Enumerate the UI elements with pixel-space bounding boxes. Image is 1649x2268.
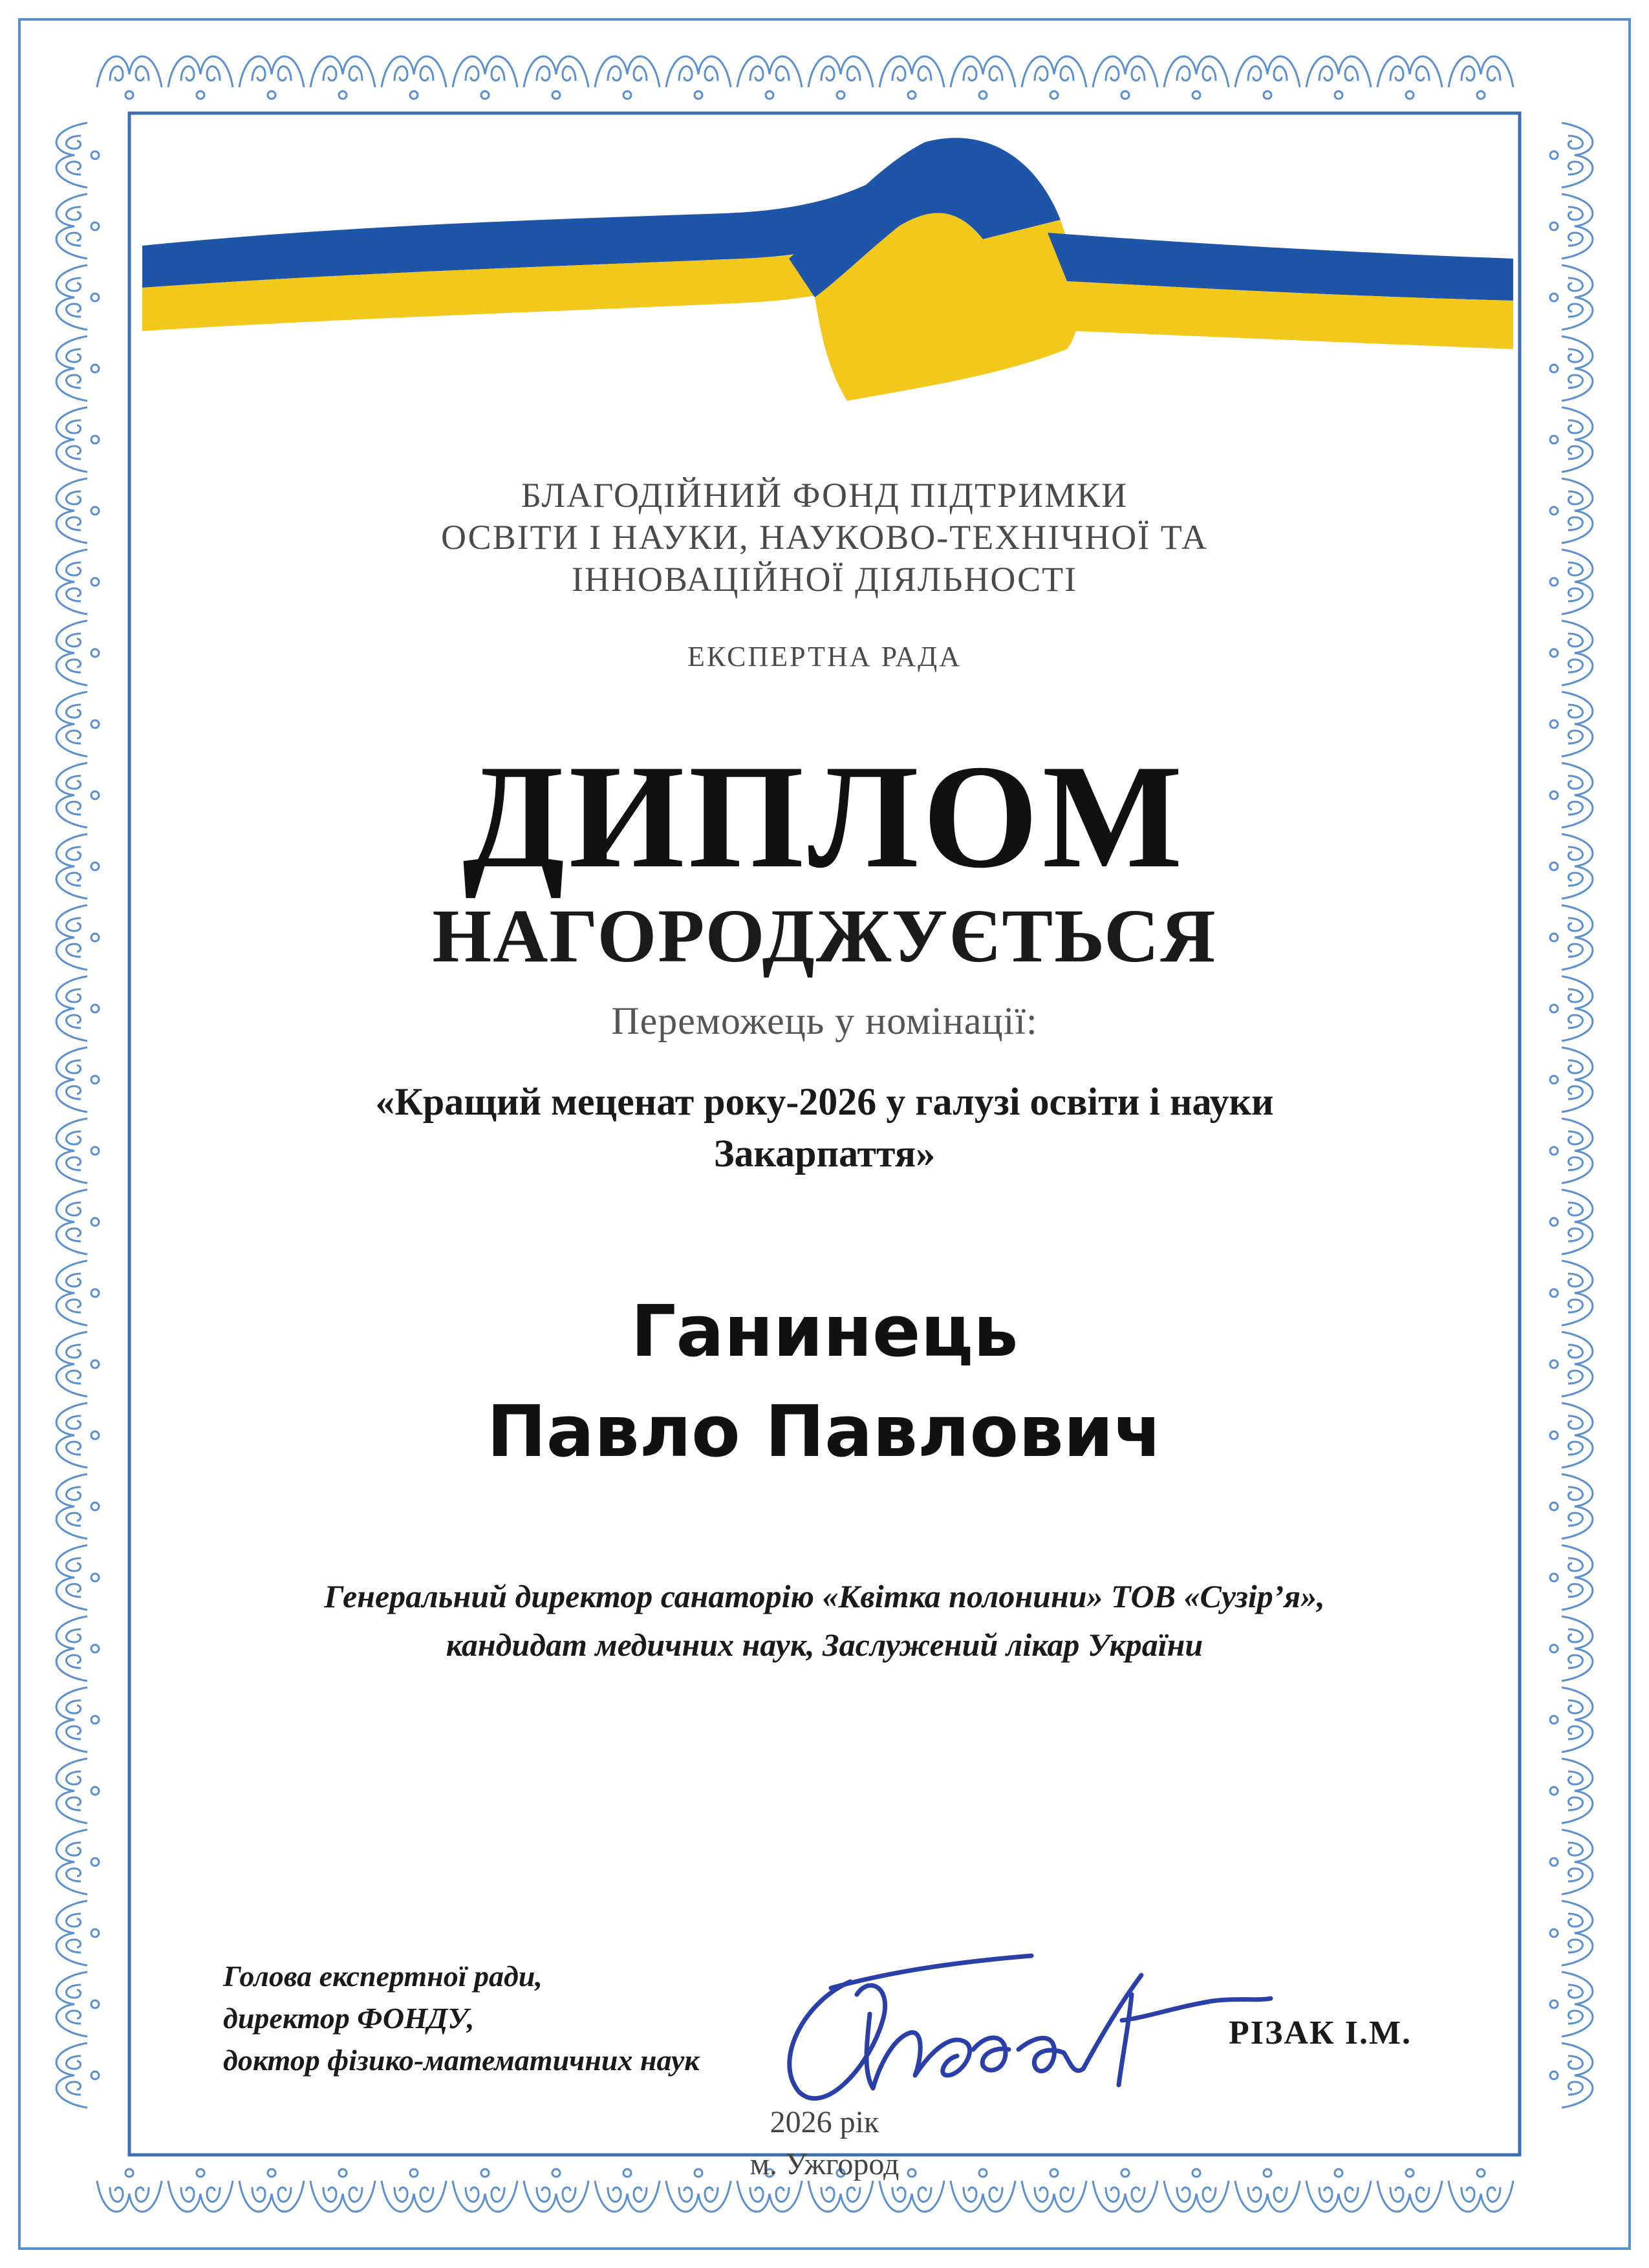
footer-city: м. Ужгород (749, 2147, 900, 2181)
ornament-dot (1550, 436, 1558, 444)
ornament-swirl (666, 2181, 731, 2212)
border-ornament-motif (56, 123, 99, 187)
expert-council-label: ЕКСПЕРТНА РАДА (687, 641, 962, 672)
ornament-dot (91, 294, 99, 301)
ornament-swirl (951, 56, 1015, 87)
border-ornament-motif (666, 56, 731, 99)
ornament-swirl (56, 2043, 87, 2108)
border-ornament-motif (737, 56, 802, 99)
border-ornament-motif (239, 56, 304, 99)
ornament-dot (979, 91, 987, 99)
ornament-dot (1335, 91, 1342, 99)
ornament-dot (91, 365, 99, 372)
ornament-dot (1406, 91, 1414, 99)
ornament-dot (410, 91, 418, 99)
border-ornament-motif (1550, 123, 1593, 187)
ornament-dot (268, 91, 275, 99)
ornament-swirl (1562, 1901, 1593, 1965)
ornament-swirl (239, 2181, 304, 2212)
ornament-swirl (168, 56, 233, 87)
ornament-swirl (1562, 1687, 1593, 1752)
border-ornament-motif (97, 56, 162, 99)
border-ornament-motif (1550, 336, 1593, 401)
recipient-given-names: Павло Павлович (486, 1390, 1163, 1473)
border-ornament-motif (1550, 1972, 1593, 2037)
fund-name-line-3: ІННОВАЦІЙНОЇ ДІЯЛЬНОСТІ (571, 560, 1078, 599)
awarded-heading: НАГОРОДЖУЄТЬСЯ (432, 893, 1217, 978)
ornament-dot (1550, 1858, 1558, 1866)
ornament-swirl (1093, 2181, 1158, 2212)
border-ornament-motif (879, 56, 944, 99)
border-ornament-motif (1550, 407, 1593, 472)
border-ornament-motif (310, 56, 375, 99)
ornament-swirl (879, 56, 944, 87)
ornament-swirl (1306, 56, 1371, 87)
ornament-swirl (56, 1474, 87, 1539)
ornament-dot (1121, 91, 1129, 99)
ornament-swirl (879, 2181, 944, 2212)
ornament-dot (91, 2071, 99, 2079)
ornament-dot (623, 91, 631, 99)
border-ornament-motif (56, 194, 99, 259)
ornament-dot (91, 1716, 99, 1724)
ornament-swirl (56, 336, 87, 401)
ornament-swirl (56, 1687, 87, 1752)
fund-name-line-1: БЛАГОДІЙНИЙ ФОНД ПІДТРИМКИ (521, 476, 1128, 515)
ornament-swirl (239, 56, 304, 87)
border-ornament-motif (1550, 1759, 1593, 1823)
border-ornament-motif (1550, 1190, 1593, 1254)
ornament-dot (837, 91, 845, 99)
ornament-swirl (1562, 2043, 1593, 2108)
border-ornament-motif (453, 56, 517, 99)
ornament-swirl (56, 1830, 87, 1894)
ornament-dot (1192, 91, 1200, 99)
border-ornament-motif (56, 1972, 99, 2037)
border-ornament-motif (56, 1830, 99, 1894)
ornament-dot (1550, 222, 1558, 230)
ornament-dot (91, 1787, 99, 1795)
border-ornament-motif (56, 1759, 99, 1823)
ornament-swirl (524, 2181, 588, 2212)
border-ornament-motif (56, 407, 99, 472)
ornament-swirl (1022, 56, 1086, 87)
nomination-line-1: «Кращий меценат року-2026 у галузі освіти і науки (375, 1080, 1274, 1123)
ornament-swirl (808, 2181, 873, 2212)
ornament-dot (1550, 1218, 1558, 1226)
ornament-swirl (1093, 56, 1158, 87)
ornament-swirl (56, 1901, 87, 1965)
border-ornament-motif (1449, 56, 1513, 99)
ornament-dot (481, 91, 489, 99)
ornament-swirl (1562, 1972, 1593, 2037)
ornament-dot (1550, 2071, 1558, 2079)
ornament-dot (91, 1218, 99, 1226)
ornament-dot (1550, 1787, 1558, 1795)
ornament-dot (1550, 720, 1558, 728)
diploma-title: ДИПЛОМ (462, 734, 1187, 899)
ornament-swirl (453, 56, 517, 87)
ornament-dot (91, 436, 99, 444)
ornament-swirl (1235, 56, 1300, 87)
ornament-swirl (1164, 2181, 1229, 2212)
ornament-swirl (310, 56, 375, 87)
signatory-title-line-3: доктор фізико-математичних наук (223, 2044, 700, 2077)
ornament-swirl (56, 1759, 87, 1823)
ornament-dot (766, 91, 773, 99)
ornament-dot (1550, 2000, 1558, 2008)
ornament-swirl (737, 56, 802, 87)
border-ornament-motif (382, 56, 446, 99)
ornament-dot (1550, 1929, 1558, 1937)
ornament-dot (1050, 91, 1058, 99)
border-ornament-motif (1550, 1474, 1593, 1539)
ornament-swirl (1562, 1759, 1593, 1823)
fund-name-line-2: ОСВІТИ І НАУКИ, НАУКОВО-ТЕХНІЧНОЇ ТА (440, 518, 1209, 557)
ornament-dot (91, 151, 99, 159)
ornament-swirl (168, 2181, 233, 2212)
ornament-swirl (56, 123, 87, 187)
ornament-swirl (1562, 123, 1593, 187)
winner-label: Переможець у номінації: (611, 1000, 1038, 1042)
ornament-swirl (1164, 56, 1229, 87)
ornament-swirl (1562, 1474, 1593, 1539)
border-ornament-motif (1550, 265, 1593, 330)
ornament-dot (339, 91, 347, 99)
ornament-dot (197, 91, 204, 99)
ornament-swirl (97, 56, 162, 87)
ornament-dot (91, 2000, 99, 2008)
border-ornament-motif (1377, 56, 1442, 99)
ornament-swirl (382, 2181, 446, 2212)
ornament-swirl (56, 1972, 87, 2037)
ornament-swirl (1562, 336, 1593, 401)
ornament-swirl (310, 2181, 375, 2212)
border-ornament-motif (595, 56, 660, 99)
ornament-swirl (56, 1190, 87, 1254)
border-ornament-motif (56, 1687, 99, 1752)
ornament-dot (1550, 294, 1558, 301)
ornament-swirl (595, 2181, 660, 2212)
border-ornament-motif (1093, 56, 1158, 99)
recipient-surname: Ганинець (630, 1290, 1018, 1373)
border-ornament-motif (168, 56, 233, 99)
handwritten-signature (760, 1936, 1277, 2130)
signatory-title-line-1: Голова експертної ради, (223, 1960, 543, 1993)
ornament-dot (91, 222, 99, 230)
ornament-swirl (1562, 1190, 1593, 1254)
border-ornament-motif (1550, 194, 1593, 259)
ornament-swirl (1562, 265, 1593, 330)
ornament-dot (91, 1503, 99, 1510)
ornament-swirl (1377, 2181, 1442, 2212)
border-ornament-motif (951, 56, 1015, 99)
ornament-swirl (1449, 2181, 1513, 2212)
ornament-dot (1550, 365, 1558, 372)
border-ornament-motif (524, 56, 588, 99)
border-ornament-motif (56, 1474, 99, 1539)
ornament-swirl (1449, 56, 1513, 87)
ornament-swirl (1022, 2181, 1086, 2212)
footer-year: 2026 рік (770, 2105, 879, 2139)
border-ornament-motif (1235, 56, 1300, 99)
nomination-line-2: Закарпаття» (713, 1132, 936, 1175)
ornament-dot (1550, 1716, 1558, 1724)
ornament-swirl (56, 265, 87, 330)
ornament-swirl (808, 56, 873, 87)
ornament-swirl (382, 56, 446, 87)
ornament-swirl (1306, 2181, 1371, 2212)
ornament-dot (91, 720, 99, 728)
ornament-dot (91, 1929, 99, 1937)
ornament-swirl (524, 56, 588, 87)
ornament-dot (695, 91, 702, 99)
ornament-dot (908, 91, 916, 99)
border-ornament-motif (1164, 56, 1229, 99)
ornament-swirl (1562, 194, 1593, 259)
signature-strokes (790, 1956, 1271, 2099)
border-ornament-motif (56, 1190, 99, 1254)
border-ornament-motif (1022, 56, 1086, 99)
border-ornament-motif (56, 265, 99, 330)
border-ornament-motif (1550, 1830, 1593, 1894)
border-ornament-motif (1306, 56, 1371, 99)
ornament-dot (1477, 91, 1485, 99)
border-ornament-motif (1550, 1901, 1593, 1965)
ornament-dot (1550, 151, 1558, 159)
ornament-dot (1550, 1503, 1558, 1510)
signatory-name: РІЗАК І.М. (1229, 2015, 1412, 2051)
ornament-swirl (1562, 407, 1593, 472)
recipient-position-line-2: кандидат медичних наук, Заслужений лікар України (446, 1627, 1203, 1663)
ornament-dot (91, 1858, 99, 1866)
border-ornament-motif (56, 2043, 99, 2108)
flag-ribbon-illustration (142, 129, 1513, 427)
ornament-dot (552, 91, 560, 99)
ornament-swirl (666, 56, 731, 87)
ornament-dot (125, 91, 133, 99)
ornament-dot (1264, 91, 1271, 99)
ornament-swirl (56, 194, 87, 259)
ornament-swirl (737, 2181, 802, 2212)
ornament-swirl (595, 56, 660, 87)
ornament-swirl (97, 2181, 162, 2212)
ornament-swirl (1562, 1830, 1593, 1894)
ornament-swirl (56, 407, 87, 472)
recipient-position-line-1: Генеральний директор санаторію «Квітка полонини» ТОВ «Сузір’я», (324, 1578, 1325, 1614)
border-ornament-motif (1550, 2043, 1593, 2108)
signatory-title-line-2: директор ФОНДУ, (223, 2002, 475, 2035)
ornament-swirl (1377, 56, 1442, 87)
ornament-swirl (1235, 2181, 1300, 2212)
border-ornament-motif (56, 336, 99, 401)
border-ornament-motif (808, 56, 873, 99)
border-ornament-motif (1550, 1687, 1593, 1752)
border-ornament-motif (56, 1901, 99, 1965)
ornament-swirl (951, 2181, 1015, 2212)
ornament-swirl (453, 2181, 517, 2212)
